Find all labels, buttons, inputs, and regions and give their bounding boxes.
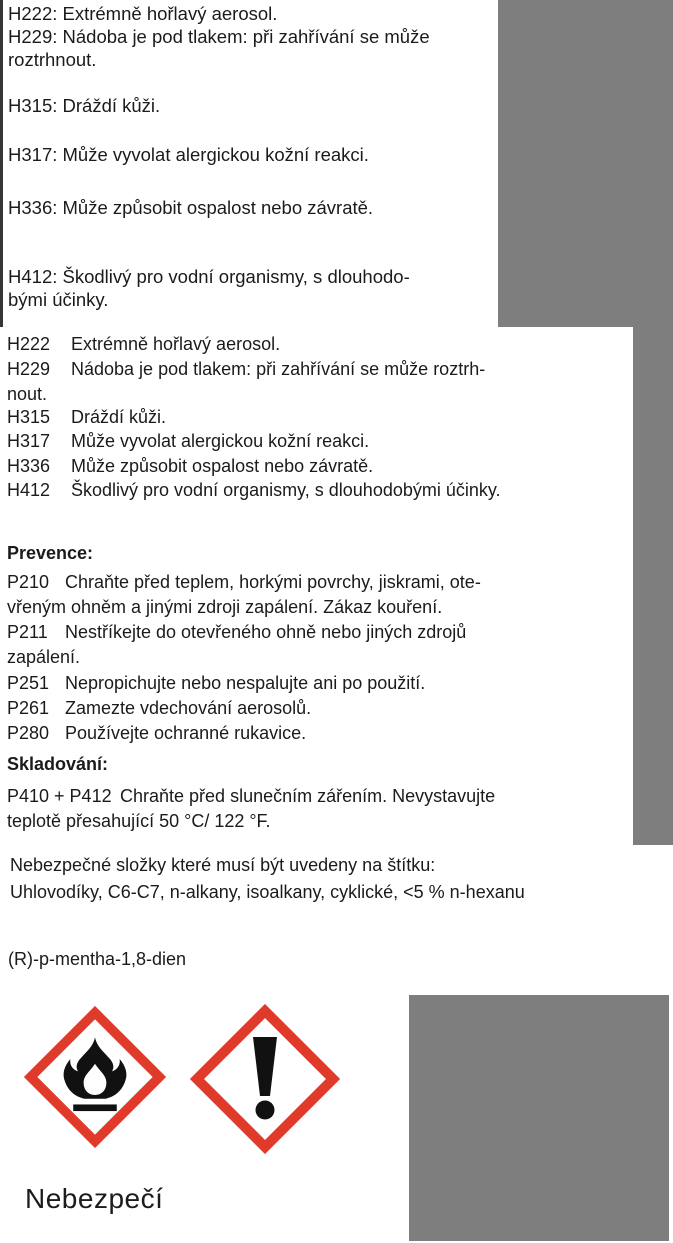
hazard-row — [7, 455, 373, 477]
h-code: H229 — [7, 359, 51, 379]
p-code: P251 — [7, 673, 50, 693]
precaution-row — [7, 571, 481, 593]
hazard-row — [7, 430, 369, 452]
precaution-row-continuation: vřeným ohněm a jinými zdroji zapálení. Zákaz kouření. — [7, 597, 443, 617]
storage-row-continuation: teplotě přesahující 50 °C/ 122 °F. — [7, 811, 271, 831]
label-components-heading: Nebezpečné složky které musí být uvedeny na štítku: — [10, 855, 436, 875]
hazard-line: H412: Škodlivý pro vodní organismy, s dlouhodo- — [8, 266, 410, 287]
h-text: Dráždí kůži. — [71, 407, 167, 427]
hazard-line: H229: Nádoba je pod tlakem: při zahřívání se může — [8, 26, 430, 47]
h-text: Škodlivý pro vodní organismy, s dlouhodobými účinky. — [71, 480, 501, 500]
hazard-row — [7, 358, 485, 380]
ghs-flame-pictogram — [24, 1006, 166, 1148]
p-text: Nepropichujte nebo nespalujte ani po použití. — [65, 673, 426, 693]
scan-gray-strip-right — [633, 327, 673, 845]
h-code: H315 — [7, 407, 51, 427]
p-text: Chraňte před teplem, horkými povrchy, jiskrami, ote- — [65, 572, 481, 592]
hazard-row — [7, 406, 166, 428]
h-text: Nádoba je pod tlakem: při zahřívání se může roztrh- — [71, 359, 486, 379]
scan-gray-block-bottom-right — [409, 995, 669, 1241]
p-code: P210 — [7, 572, 50, 592]
h-text: Může způsobit ospalost nebo závratě. — [71, 456, 374, 476]
label-extra-component: (R)-p-mentha-1,8-dien — [8, 949, 187, 969]
hazard-line: H336: Může způsobit ospalost nebo závratě. — [8, 197, 374, 218]
precaution-row — [7, 722, 306, 744]
precaution-row — [7, 672, 425, 694]
precaution-row — [7, 697, 311, 719]
h-code: H336 — [7, 456, 51, 476]
scan-cell-border-left — [0, 0, 3, 327]
exclamation-icon — [190, 1004, 340, 1154]
h-text: Extrémně hořlavý aerosol. — [71, 334, 281, 354]
hazard-line: H222: Extrémně hořlavý aerosol. — [8, 3, 278, 24]
label-components-list: Uhlovodíky, C6-C7, n-alkany, isoalkany, cyklické, <5 % n-hexanu — [10, 882, 525, 902]
p-code: P261 — [7, 698, 50, 718]
h-code: H412 — [7, 480, 51, 500]
flame-icon — [24, 1006, 166, 1148]
h-text: Může vyvolat alergickou kožní reakci. — [71, 431, 370, 451]
storage-row — [7, 785, 495, 807]
p-code: P211 — [7, 622, 48, 642]
p-code: P410 + P412 — [7, 786, 112, 806]
p-code: P280 — [7, 723, 50, 743]
p-text: Používejte ochranné rukavice. — [65, 723, 307, 743]
h-code: H222 — [7, 334, 51, 354]
p-text: Zamezte vdechování aerosolů. — [65, 698, 312, 718]
p-text: Chraňte před slunečním zářením. Nevystavujte — [120, 786, 496, 806]
ghs-exclamation-pictogram — [190, 1004, 340, 1154]
prevention-heading: Prevence: — [7, 543, 94, 563]
scan-gray-block-top-right — [498, 0, 673, 327]
h-code: H317 — [7, 431, 51, 451]
hazard-line: H317: Může vyvolat alergickou kožní reakci. — [8, 144, 369, 165]
storage-heading: Skladování: — [7, 754, 109, 774]
signal-word: Nebezpečí — [25, 1183, 164, 1214]
hazard-line: roztrhnout. — [8, 49, 97, 70]
hazard-row — [7, 479, 501, 501]
precaution-row — [7, 621, 466, 643]
precaution-row-continuation: zapálení. — [7, 647, 81, 667]
hazard-row — [7, 333, 280, 355]
hazard-line: H315: Dráždí kůži. — [8, 95, 161, 116]
p-text: Nestříkejte do otevřeného ohně nebo jiných zdrojů — [65, 622, 467, 642]
hazard-row-continuation: nout. — [7, 384, 48, 404]
hazard-line: bými účinky. — [8, 289, 109, 310]
